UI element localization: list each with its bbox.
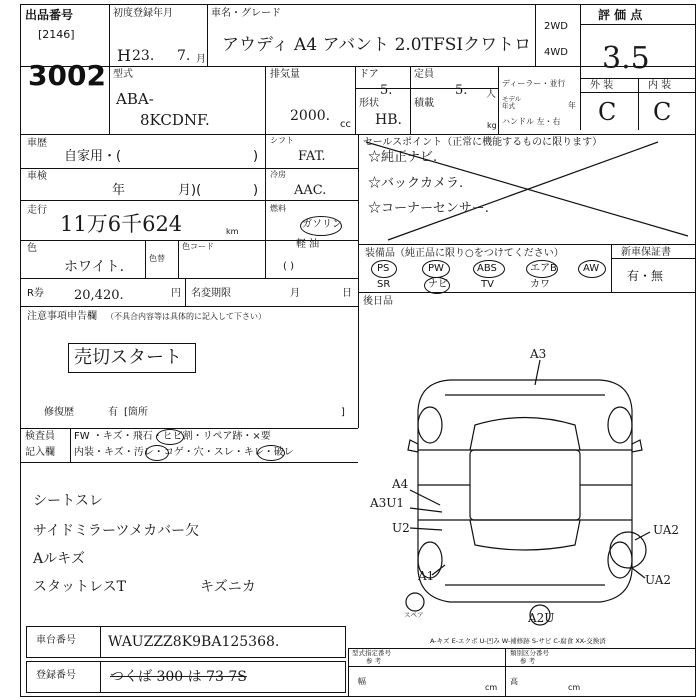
inspection-line-1: FW ・キズ・飛石・ヒビ割・リペア跡・×要 <box>74 431 271 442</box>
mileage-value: 11万6千624 <box>60 212 183 236</box>
mark-u2: U2 <box>392 521 410 535</box>
drive-4wd: 4WD <box>544 47 568 58</box>
shaken-month: 月)( <box>178 183 202 198</box>
capacity-value: 5. <box>455 83 468 98</box>
afterword-label: 後日品 <box>363 296 393 307</box>
mileage-unit: km <box>226 227 239 236</box>
warranty-label: 新車保証書 <box>621 247 671 258</box>
note-4: スタットレスT <box>33 579 126 595</box>
equip-pw-circle <box>422 260 450 278</box>
car-name-label: 車名・グレード <box>211 8 281 19</box>
shift-label: シフト <box>270 136 294 145</box>
color-code-label: 色コード <box>182 242 214 251</box>
sales-item-1: ☆純正ナビ. <box>368 150 438 165</box>
height-cm: cm <box>568 683 581 692</box>
warranty-value: 有・無 <box>627 269 664 283</box>
ac-value: AAC. <box>294 183 327 198</box>
equip-leather: カワ <box>530 279 550 290</box>
shaken-close: ) <box>253 183 259 198</box>
repair-label: 修復歴 <box>44 407 74 418</box>
equip-airbag: エアB <box>530 263 557 274</box>
equip-ps: PS <box>377 263 390 274</box>
load-label: 積載 <box>414 98 434 109</box>
first-reg-month: 7. <box>177 48 191 64</box>
ac-label: 冷房 <box>270 170 286 179</box>
interior-grade: C <box>653 98 672 126</box>
capacity-unit: 人 <box>486 89 496 100</box>
equip-tv: TV <box>481 279 494 290</box>
recycle-value: 20,420. <box>74 288 124 303</box>
note-2: サイドミラーツメカバー欠 <box>33 523 200 539</box>
mileage-label: 走行 <box>27 205 47 216</box>
doors-label: ドア <box>359 69 379 80</box>
drive-2wd: 2WD <box>544 21 568 32</box>
repair-close: ] <box>341 407 345 418</box>
model-code-label: 型式指定番号 <box>352 649 391 657</box>
equip-abs-circle <box>473 260 505 278</box>
dealer-label: ディーラー・並行 <box>502 79 566 88</box>
displacement-value: 2000. <box>290 108 331 124</box>
equip-navi-circle <box>424 277 450 294</box>
model-code-sub: 参 考 <box>366 657 382 665</box>
color-change-label: 色替 <box>149 254 165 263</box>
recycle-label: R券 <box>27 288 44 299</box>
exterior-label: 外 装 <box>590 80 614 91</box>
equip-airbag-circle <box>526 260 558 278</box>
mark-stone-circle <box>156 429 184 445</box>
first-reg-month-unit: 月 <box>196 54 206 65</box>
width-label: 幅 <box>358 677 366 686</box>
note-1: シートスレ <box>33 493 103 509</box>
reg-expiry-day: 日 <box>342 288 352 299</box>
shaken-year: 年 <box>112 183 126 198</box>
fuel-paren: ( ) <box>283 261 294 272</box>
recycle-unit: 円 <box>171 288 181 299</box>
interior-label: 内 装 <box>648 80 672 91</box>
first-reg-year: 23. <box>132 48 155 64</box>
rating-label: 評 価 点 <box>598 8 643 22</box>
chassis-value: WAUZZZ8K9BA125368. <box>108 634 280 650</box>
history-close: ) <box>253 149 259 164</box>
note-3: Aルキズ <box>33 551 85 567</box>
inspection-line-2: 内装・キズ・汚レ・コゲ・穴・スレ・キレ・破レ <box>74 447 294 458</box>
exterior-grade: C <box>598 98 617 126</box>
shape-label: 形状 <box>359 98 379 109</box>
repair-value: 有 <box>108 407 118 418</box>
repair-bracket: [箇所 <box>124 407 148 418</box>
doors-value: 5. <box>380 83 393 98</box>
equip-abs: ABS <box>477 263 497 274</box>
mark-ua2-right: UA2 <box>653 523 680 537</box>
first-reg-label: 初度登録年月 <box>113 8 173 19</box>
registration-value: つくば 300 は 73 7S <box>110 669 247 685</box>
first-reg-era: H <box>117 46 131 65</box>
damage-legend: A-キズ E-エクボ U-凹み W-補修跡 S-サビ C-腐食 XX-交換済 <box>430 637 606 645</box>
inspector-label: 検査員 <box>25 431 55 442</box>
fuel-gas: ガソリン <box>302 219 342 230</box>
shape-value: HB. <box>375 112 402 128</box>
equip-ps-circle <box>371 260 397 278</box>
chassis-label: 車台番号 <box>36 635 76 646</box>
shift-value: FAT. <box>298 149 326 164</box>
spare-label: スペア <box>404 611 424 619</box>
displacement-label: 排気量 <box>270 69 300 80</box>
model-value-1: ABA- <box>116 90 154 108</box>
class-sub: 参 考 <box>520 657 536 665</box>
class-label: 類別区分番号 <box>510 649 549 657</box>
history-label: 車歴 <box>27 138 47 149</box>
sales-item-2: ☆バックカメラ. <box>368 176 464 191</box>
equip-aw: AW <box>583 263 600 274</box>
fuel-diesel: 軽 油 <box>296 239 320 250</box>
load-unit: kg <box>487 121 497 130</box>
mark-dirt-circle <box>145 445 169 461</box>
mark-a2u-bottom: A2U <box>528 611 555 625</box>
equipment-label: 装備品（純正品に限り○をつけてください） <box>365 248 564 259</box>
writer-label: 記入欄 <box>25 447 55 458</box>
height-label: 高 <box>510 677 518 686</box>
mark-scuff-circle <box>257 445 285 461</box>
mark-a1: A1 <box>418 569 435 583</box>
lot-number: 3002 <box>28 59 106 92</box>
model-year-unit: 年 <box>568 101 576 110</box>
mark-a4: A4 <box>392 477 409 491</box>
color-label: 色 <box>27 243 37 254</box>
mark-a3u1: A3U1 <box>370 496 405 510</box>
reg-expiry-month: 月 <box>290 288 300 299</box>
notes-value: 売切スタート <box>74 347 182 368</box>
rating-value: 3.5 <box>602 41 650 76</box>
color-value: ホワイト. <box>64 259 125 275</box>
equip-sr: SR <box>377 279 391 290</box>
equip-pw: PW <box>428 263 444 274</box>
model-label: 型式 <box>113 69 133 80</box>
fuel-label: 燃料 <box>270 204 286 213</box>
displacement-unit: cc <box>340 119 351 130</box>
equip-navi: ナビ <box>428 279 448 290</box>
note-5: キズニカ <box>200 579 256 595</box>
equip-aw-circle <box>578 260 606 278</box>
shaken-label: 車検 <box>27 171 47 182</box>
model-year-label: モデル年式 <box>502 95 522 110</box>
registration-label: 登録番号 <box>36 670 76 681</box>
car-damage-diagram <box>370 340 690 630</box>
width-cm: cm <box>485 683 498 692</box>
sales-item-3: ☆コーナーセンサー. <box>368 201 489 216</box>
handle-label: ハンドル 左・右 <box>502 117 561 126</box>
reg-expiry-label: 名変期限 <box>191 288 231 299</box>
lot-label: 出品番号 <box>25 8 74 22</box>
notes-sub: （不具合内容等は具体的に記入して下さい） <box>106 312 266 321</box>
lot-sub: [2146] <box>38 28 75 41</box>
car-name: アウディ A4 アバント 2.0TFSIクワトロ <box>222 35 532 55</box>
capacity-label: 定員 <box>414 69 434 80</box>
sales-label: セールスポイント（正常に機能するものに限ります） <box>363 137 603 148</box>
mark-a3-top: A3 <box>530 347 547 361</box>
history-value: 自家用・( <box>64 149 122 164</box>
notes-label: 注意事項申告欄 <box>27 311 97 322</box>
mark-ua2-lower: UA2 <box>645 573 672 587</box>
model-value-2: 8KCDNF. <box>140 111 210 129</box>
